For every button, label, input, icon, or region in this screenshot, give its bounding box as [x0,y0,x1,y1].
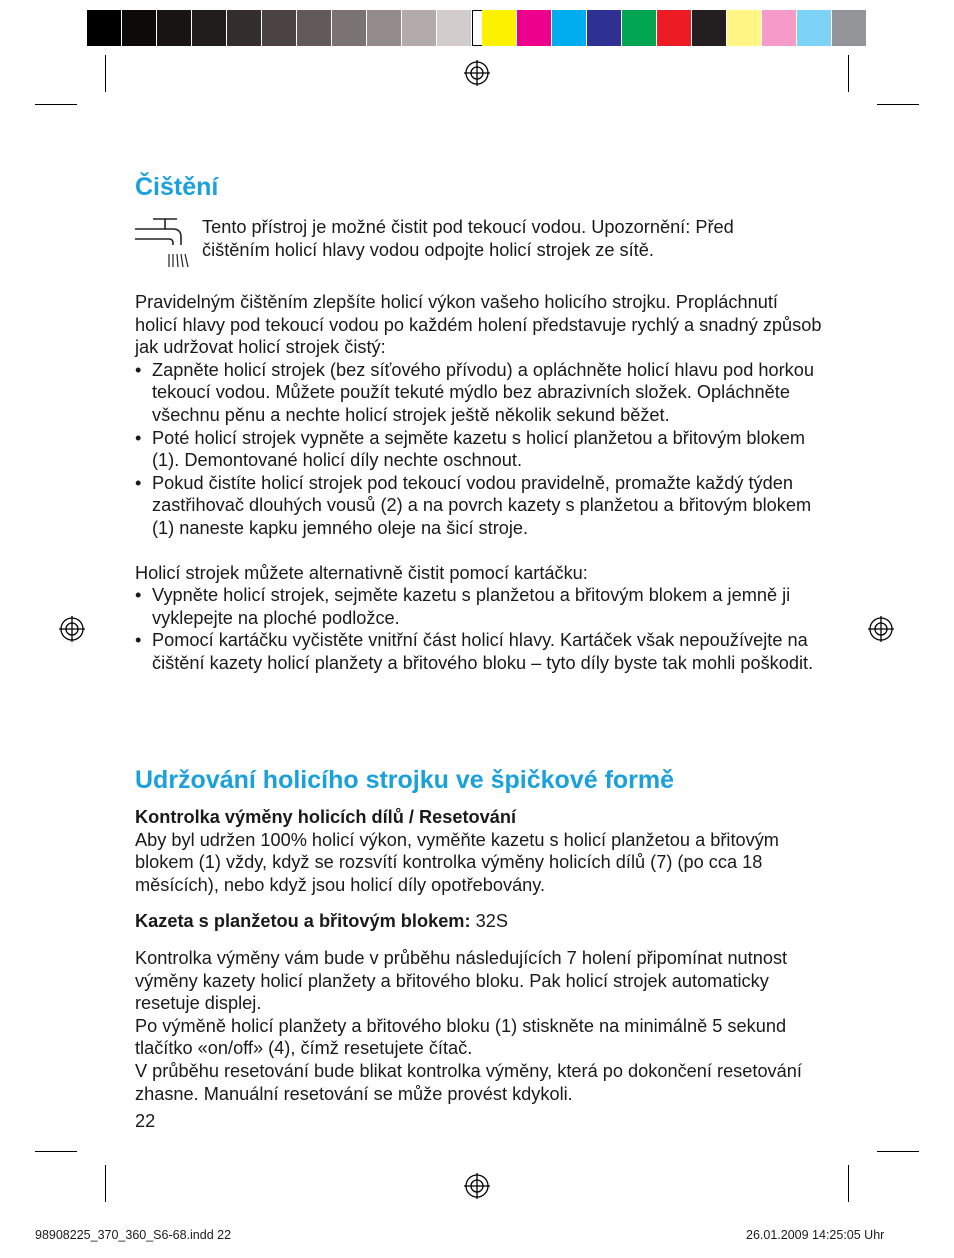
section-title-cleaning: Čištění [135,173,219,201]
gray-swatch [367,10,401,46]
registration-mark-icon [59,616,85,642]
gray-swatch [122,10,156,46]
list-item: • Poté holicí strojek vypněte a sejměte kazetu s holicí planžetou a břitovým blokem (1). Demontované holicí díly nechte oschnout. [135,427,825,472]
cassette-line [135,910,825,933]
color-swatch [552,10,586,46]
cassette-label: Kazeta s planžetou a břitovým blokem: [135,911,471,932]
color-swatch [692,10,726,46]
cleaning-intro: Tento přístroj je možné čistit pod tekoucí vodou. Upozornění: Před čištěním holicí hlavy vodou odpojte holicí strojek ze sítě. [202,217,734,260]
brush-bullet-list [135,584,825,674]
water-tap-icon [133,217,191,269]
gray-swatch [262,10,296,46]
cleaning-bullet-list [135,359,825,540]
process-color-bar [482,10,867,46]
color-swatch [727,10,761,46]
maintenance-paragraph: Po výměně holicí planžety a břitového bloku (1) stiskněte na minimálně 5 sekund tlačítko «on/off» (4), čímž resetujete čítač. [135,1015,787,1059]
color-swatch [832,10,866,46]
registration-mark-icon [464,60,490,86]
color-swatch [797,10,831,46]
maintenance-paragraph: Kontrolka výměny vám bude v průběhu následujících 7 holení připomínat nutnost výměny kazety holicí planžety a břitového bloku. Pak holicí strojek automaticky resetuje displej. [135,947,788,1014]
registration-mark-icon [868,616,894,642]
gray-swatch [192,10,226,46]
list-item: • Pomocí kartáčku vyčistěte vnitřní část holicí hlavy. Kartáček však nepoužívejte na čištění kazety holicí planžety a břitového bloku – tyto díly byste tak mohli poškodit. [135,629,825,674]
gray-swatch [402,10,436,46]
list-item: • Zapněte holicí strojek (bez síťového přívodu) a opláchněte holicí hlavu pod horkou tekoucí vodou. Můžete použít tekuté mýdlo bez abrazivních složek. Opláchněte všechnu pěnu a nechte holicí strojek ještě několik sekund běžet. [135,359,825,427]
gray-swatch [227,10,261,46]
cleaning-paragraph: Pravidelným čištěním zlepšíte holicí výkon vašeho holicího strojku. Propláchnutí holicí hlavy pod tekoucí vodou po každém holení představuje rychlý a snadný způsob jak udržovat holicí strojek čistý: [135,292,822,358]
footer-datetime: 26.01.2009 14:25:05 Uhr [746,1228,885,1242]
page-number: 22 [135,1111,156,1131]
grayscale-color-bar [87,10,507,46]
gray-swatch [87,10,121,46]
cleaning-body [135,291,825,675]
color-swatch [762,10,796,46]
color-swatch [657,10,691,46]
color-swatch [622,10,656,46]
section-title-maintenance: Udržování holicího strojku ve špičkové formě [135,766,675,794]
gray-swatch [332,10,366,46]
gray-swatch [437,10,471,46]
color-swatch [587,10,621,46]
color-swatch [517,10,551,46]
gray-swatch [157,10,191,46]
list-item: • Pokud čistíte holicí strojek pod tekoucí vodou pravidelně, promažte každý týden zastřihovač dlouhých vousů (2) a na povrch kazety s planžetou a břitovým blokem (1) naneste kapku jemného oleje na šicí stroje. [135,472,825,540]
gray-swatch [297,10,331,46]
maintenance-paragraph: V průběhu resetování bude blikat kontrolka výměny, která po dokončení resetování zhasne. Manuální resetování se může provést kdykoli. [135,1060,802,1104]
cassette-value: 32S [470,911,508,932]
cleaning-paragraph: Holicí strojek můžete alternativně čistit pomocí kartáčku: [135,562,588,583]
maintenance-paragraph: Aby byl udržen 100% holicí výkon, vyměňte kazetu s holicí planžetou a břitovým blokem (1) vždy, když se rozsvítí kontrolka výměny holicích dílů (7) (po cca 18 měsících), nebo když jsou holicí díly opotřebovány. [135,829,779,895]
subheading: Kontrolka výměny holicích dílů / Resetování [135,807,517,827]
maintenance-body [135,806,825,1105]
list-item: • Vypněte holicí strojek, sejměte kazetu s planžetou a břitovým blokem a jemně ji vyklepejte na ploché podložce. [135,584,825,629]
registration-mark-icon [464,1173,490,1199]
color-swatch [482,10,516,46]
footer-file-name: 98908225_370_360_S6-68.indd 22 [35,1228,232,1242]
